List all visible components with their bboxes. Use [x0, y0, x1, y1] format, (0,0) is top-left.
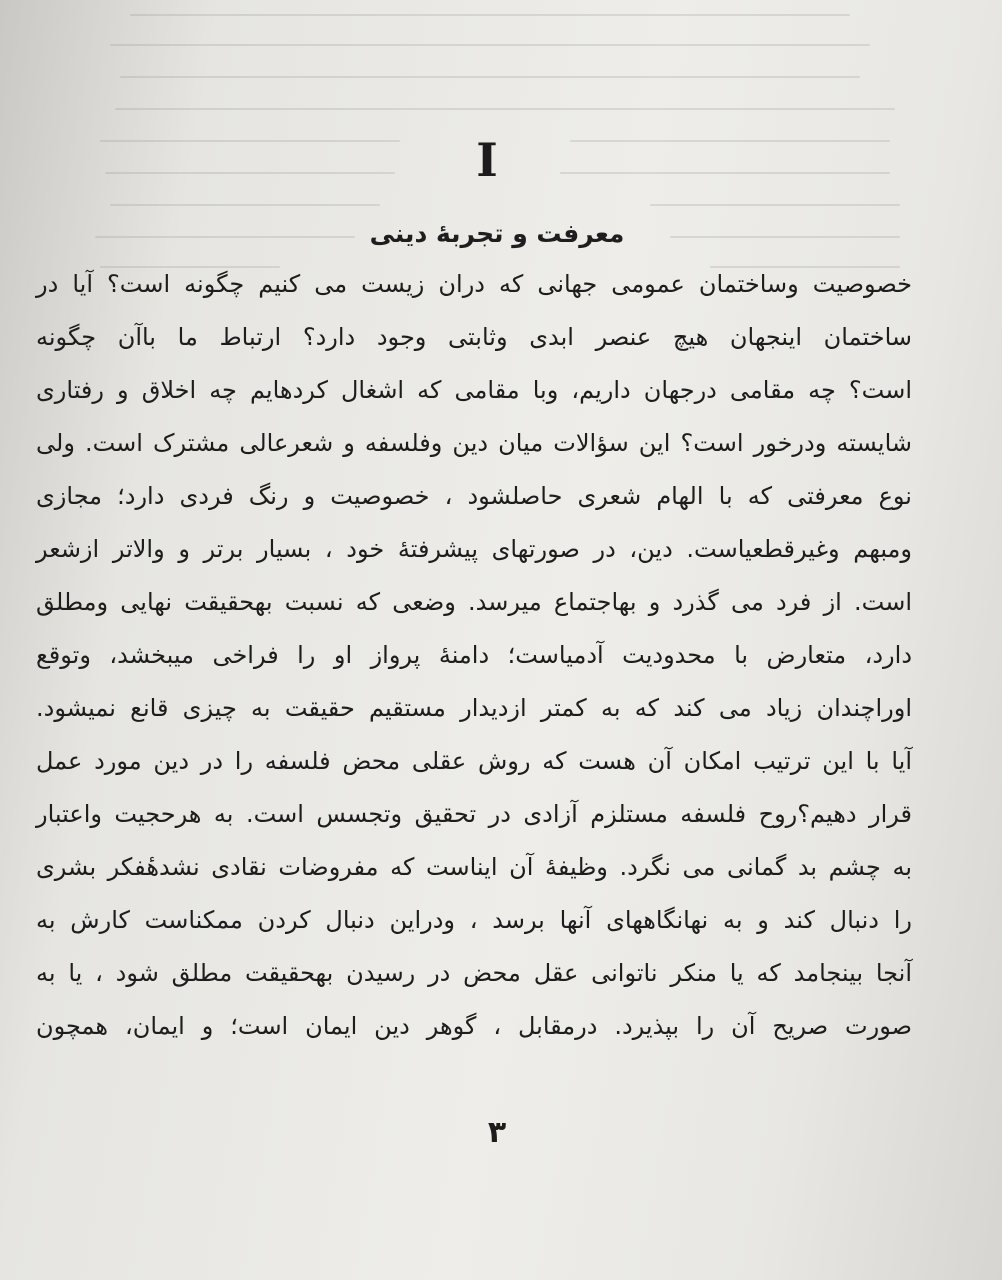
- text-line: آیا با این ترتیب امکان آن هست که روش عقلی محض فلسفه را در دین مورد عمل: [36, 747, 912, 775]
- text-line: به چشم بد گمانی می نگرد. وظیفهٔ آن ایناست که مفروضات نقادی نشدهٔفکر بشری: [36, 853, 912, 881]
- text-line: آنجا بینجامد که یا منکر ناتوانی عقل محض در رسیدن بهحقیقت مطلق شود ، یا به: [36, 959, 912, 987]
- chapter-title: معرفت و تجربهٔ دینی: [369, 219, 625, 248]
- text-line: صورت صریح آن را بپذیرد. درمقابل ، گوهر دین ایمان است؛ و ایمان، همچون: [36, 1012, 912, 1040]
- text-line: خصوصیت وساختمان عمومی جهانی که دران زیست می کنیم چگونه است؟ آیا در: [36, 270, 912, 298]
- chapter-numeral: I: [476, 133, 498, 187]
- text-line: ومبهم وغیرقطعیاست. دین، در صورتهای پیشرفتهٔ خود ، بسیار برتر و والاتر ازشعر: [36, 535, 912, 563]
- text-line: شایسته ودرخور است؟ این سؤالات میان دین وفلسفه و شعرعالی مشترک است. ولی: [36, 429, 912, 457]
- text-line: قرار دهیم؟روح فلسفه مستلزم آزادی در تحقیق وتجسس است. به هرحجیت واعتبار: [36, 800, 912, 828]
- text-line: اوراچندان زیاد می کند که به کمتر ازدیدار مستقیم حقیقت به چیزی قانع نمیشود.: [36, 694, 912, 722]
- text-line: است؟ چه مقامی درجهان داریم، وبا مقامی که اشغال کردهایم چه اخلاق و رفتاری: [36, 376, 912, 404]
- text-line: است. از فرد می گذرد و بهاجتماع میرسد. وضعی که نسبت بهحقیقت نهایی ومطلق: [36, 588, 912, 616]
- text-line: نوع معرفتی که با الهام شعری حاصلشود ، خصوصیت و رنگ فردی دارد؛ مجازی: [36, 482, 912, 510]
- text-line: را دنبال کند و به نهانگاههای آنها برسد ، ودراین دنبال کردن ممکناست کارش به: [36, 906, 912, 934]
- body-text: [36, 258, 912, 1053]
- page-number: ۳: [487, 1115, 507, 1150]
- text-line: ساختمان اینجهان هیچ عنصر ابدی وثابتی وجود دارد؟ ارتباط ما باآن چگونه: [36, 323, 912, 351]
- text-line: دارد، متعارض با محدودیت آدمیاست؛ دامنهٔ پرواز او را فراخی میبخشد، وتوقع: [36, 641, 912, 669]
